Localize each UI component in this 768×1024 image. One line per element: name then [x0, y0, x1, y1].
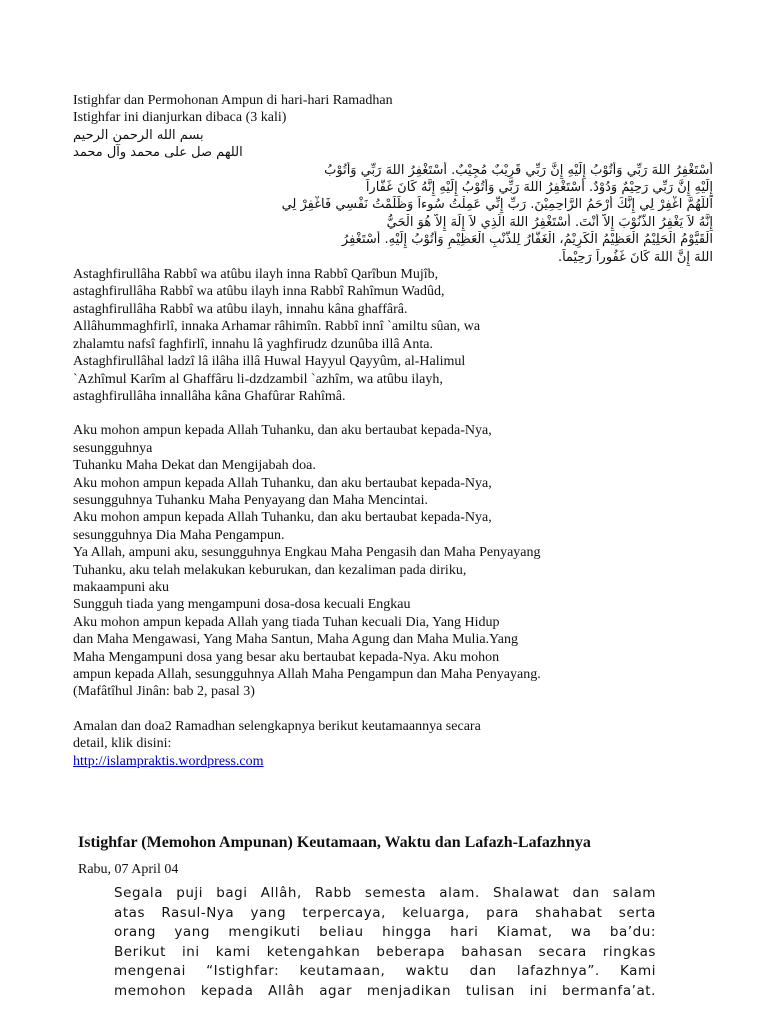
paragraph-line: orang yang mengikuti beliau hingga hari Kiamat, wa ba’du: — [114, 924, 656, 941]
arabic-line: أَسْتَغْفِرُ اللهَ رَبِّي وَأَتُوْبُ إِلَيْهِ إِنَّ رَبِّي قَرِيْبٌ مُجِيْبٌ. أَسْتَغْفِرُ اللهَ رَبِّي وَأَتُوْبُ — [324, 162, 713, 178]
more-info-text: Amalan dan doa2 Ramadhan selengkapnya berikut keutamaannya secara — [73, 718, 481, 734]
arabic-shalawat: اللهم صل على محمد وآل محمد — [73, 145, 243, 161]
reading-instruction: Istighfar ini dianjurkan dibaca (3 kali) — [73, 110, 287, 126]
paragraph-line: Segala puji bagi Allâh, Rabb semesta alam. Shalawat dan salam — [114, 885, 656, 901]
translation-line: Tuhanku, aku telah melakukan keburukan, dan kezaliman pada diriku, — [73, 562, 467, 578]
transliteration-line: Astaghfirullâha Rabbî wa atûbu ilayh inna Rabbî Qarîbun Mujîb, — [73, 267, 439, 283]
translation-line: Tuhanku Maha Dekat dan Mengijabah doa. — [73, 458, 316, 474]
translation-line: Aku mohon ampun kepada Allah Tuhanku, dan aku bertaubat kepada-Nya, — [73, 475, 492, 491]
translation-line: Aku mohon ampun kepada Allah Tuhanku, dan aku bertaubat kepada-Nya, — [73, 423, 492, 439]
translation-line: dan Maha Mengawasi, Yang Maha Santun, Maha Agung dan Maha Mulia.Yang — [73, 632, 518, 648]
transliteration-line: astaghfirullâha Rabbî wa atûbu ilayh inna Rabbî Rahîmun Wadûd, — [73, 284, 445, 300]
islampraktis-link[interactable]: http://islampraktis.wordpress.com — [73, 753, 264, 769]
translation-line: Aku mohon ampun kepada Allah yang tiada Tuhan kecuali Dia, Yang Hidup — [73, 614, 500, 630]
section-title: Istighfar dan Permohonan Ampun di hari-hari Ramadhan — [73, 93, 393, 108]
transliteration-line: Allâhummaghfirlî, innaka Arhamar râhimîn. Rabbî innî `amiltu sûan, wa — [73, 319, 481, 335]
translation-line: Aku mohon ampun kepada Allah Tuhanku, dan aku bertaubat kepada-Nya, — [73, 510, 492, 526]
transliteration-line: Astaghfirullâhal ladzî lâ ilâha illâ Huwal Hayyul Qayyûm, al-Halimul — [73, 354, 466, 370]
paragraph-line: mengenai “Istighfar: keutamaan, waktu dan lafazhnya”. Kami — [114, 963, 656, 980]
transliteration-line: `Azhîmul Karîm al Ghaffâru li-dzdzambil `azhîm, wa atûbu ilayh, — [73, 371, 443, 387]
transliteration-line: astaghfirullâha innallâha kâna Ghafûrar Rahîmâ. — [73, 388, 346, 404]
spacer — [73, 701, 713, 718]
more-info-text: detail, klik disini: — [73, 736, 172, 752]
ramadhan-istighfar-section — [73, 92, 713, 770]
translation-line: Ya Allah, ampuni aku, sesungguhnya Engkau Maha Pengasih dan Maha Penyayang — [73, 545, 541, 561]
arabic-line: اَللَّهُمَّ اغْفِرْ لِي إِنَّكَ أَرْحَمُ الرَّاحِمِيْنَ. رَبِّ إِنِّي عَمِلْتُ سُوءاً وَظَلَمْتُ نَفْسِي فَاغْفِرْ لِي — [281, 197, 713, 213]
article-heading: Istighfar (Memohon Ampunan) Keutamaan, Waktu dan Lafazh-Lafazhnya — [78, 834, 591, 851]
arabic-line: الْقَيُّوْمُ الْحَلِيْمُ الْعَظِيْمُ الْكَرِيْمُ، الْغَفَّارُ لِلذَّنْبِ الْعَظِيْمِ وَأَتُوْبُ إِلَيْهِ. أَسْتَغْفِرُ — [341, 232, 713, 248]
source-citation: (Mafâtîhul Jinân: bab 2, pasal 3) — [73, 684, 255, 700]
spacer — [73, 405, 713, 422]
translation-line: Sungguh tiada yang mengampuni dosa-dosa kecuali Engkau — [73, 597, 411, 613]
arabic-line: إِنَّهُ لاَ يَغْفِرُ الذُّنُوْبَ إِلاَّ أَنْتَ. أَسْتَغْفِرُ اللهَ الَّذِي لاَ إِلَهَ إِلاَّ هُوَ الْحَيُّ — [386, 214, 713, 230]
paragraph-line: memohon kepada Allâh agar menjadikan tulisan ini bermanfa’at. — [114, 982, 656, 999]
arabic-basmalah: بسم الله الرحمن الرحيم — [73, 127, 204, 143]
article-paragraph — [114, 884, 656, 1002]
transliteration-line: astaghfirullâha Rabbî wa atûbu ilayh, innahu kâna ghaffârâ. — [73, 301, 408, 317]
article-date: Rabu, 07 April 04 — [78, 862, 179, 877]
translation-line: ampun kepada Allah, sesungguhnya Allah Maha Pengampun dan Maha Penyayang. — [73, 667, 541, 682]
translation-line: sesungguhnya Tuhanku Maha Penyayang dan Maha Mencintai. — [73, 492, 428, 508]
translation-line: sesungguhnya Dia Maha Pengampun. — [73, 527, 285, 543]
paragraph-line: atas Rasul-Nya yang terpercaya, keluarga, para shahabat serta — [114, 904, 656, 921]
arabic-line: اللهَ إِنَّ اللهَ كَانَ غَفُوراً رَحِيْماً. — [557, 249, 713, 265]
transliteration-line: zhalamtu nafsî faghfirlî, innahu lâ yaghfirudz dzunûba illâ Anta. — [73, 336, 433, 352]
translation-line: Maha Mengampuni dosa yang besar aku bertaubat kepada-Nya. Aku mohon — [73, 649, 500, 665]
translation-block — [73, 422, 713, 701]
translation-line: sesungguhnya — [73, 440, 153, 456]
arabic-line: إِلَيْهِ إِنَّ رَبِّي رَحِيْمٌ وَدُوْدٌ. أَسْتَغْفِرُ اللهَ رَبِّي وَأَتُوْبُ إِلَيْهِ إِنَّهُ كَانَ غَفَّاراً — [365, 180, 713, 196]
transliteration-block — [73, 266, 713, 405]
translation-line: makaampuni aku — [73, 579, 170, 595]
paragraph-line: Berikut ini kami ketengahkan beberapa bahasan secara ringkas — [114, 943, 656, 960]
